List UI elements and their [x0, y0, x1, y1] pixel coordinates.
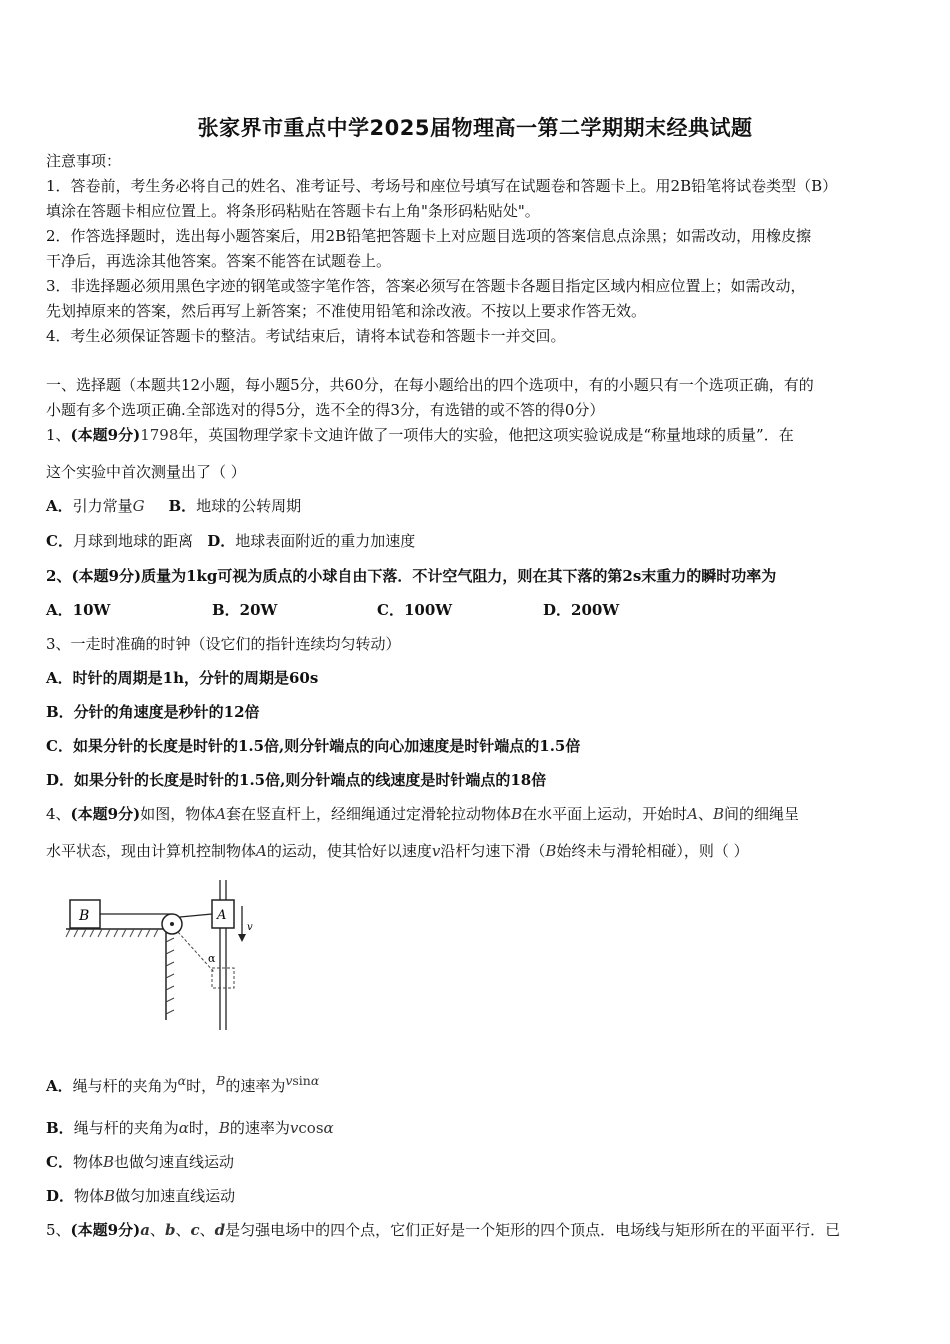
notice-line: 填涂在答题卡相应位置上。将条形码粘贴在答题卡右上角"条形码粘贴处"。 [46, 202, 540, 220]
pulley-axle [170, 922, 174, 926]
section-heading: 一、选择题（本题共12小题，每小题5分，共60分，在每小题给出的四个选项中，有的小题只有一个选项正确，有的 [46, 376, 814, 394]
notice-heading: 注意事项： [46, 152, 122, 170]
option-a[interactable]: A．10W [46, 601, 111, 619]
option-b[interactable]: B．20W [212, 601, 278, 619]
question-4-stem-cont: 水平状态，现由计算机控制物体A的运动，使其恰好以速度v沿杆匀速下滑（B始终未与滑轮相碰），则（ ） [46, 842, 749, 860]
notice-line: 2．作答选择题时，选出每小题答案后，用2B铅笔把答题卡上对应题目选项的答案信息点涂黑；如需改动，用橡皮擦 [46, 227, 812, 245]
block-a-later [212, 968, 234, 988]
question-3-stem: 3、一走时准确的时钟（设它们的指针连续均匀转动） [46, 635, 401, 653]
ground-hatch [66, 929, 158, 937]
option-c[interactable]: C．100W [377, 601, 453, 619]
option-a[interactable]: A．绳与杆的夹角为$^\alpha$时，$^B$的速率为$^{vsin\alpha}$ [46, 1073, 320, 1095]
option-b[interactable]: B．分针的角速度是秒针的12倍 [46, 703, 260, 721]
option-b[interactable]: B．地球的公转周期 [168, 497, 302, 515]
question-5-stem: 5、(本题9分)a、b、c、d是匀强电场中的四个点，它们正好是一个矩形的四个顶点．电场线与矩形所在的平面平行．已 [46, 1221, 841, 1239]
angle-alpha-label: α [208, 952, 216, 965]
question-1-stem-cont: 这个实验中首次测量出了（ ） [46, 463, 246, 481]
option-c[interactable]: C．月球到地球的距离 [46, 532, 193, 550]
notice-line: 干净后，再选涂其他答案。答案不能答在试题卷上。 [46, 252, 392, 270]
option-c[interactable]: C．物体B也做匀速直线运动 [46, 1153, 235, 1171]
block-b-label: B [79, 908, 90, 924]
notice-line: 先划掉原来的答案，然后再写上新答案；不准使用铅笔和涂改液。不按以上要求作答无效。 [46, 302, 647, 320]
page-title: 张家界市重点中学2025届物理高一第二学期期末经典试题 [197, 116, 753, 140]
notice-line: 1．答卷前，考生务必将自己的姓名、准考证号、考场号和座位号填写在试题卷和答题卡上。用2B铅笔将试卷类型（B） [46, 177, 838, 195]
option-d[interactable]: D．如果分针的长度是时针的1.5倍,则分针端点的线速度是时针端点的18倍 [46, 771, 547, 789]
option-a[interactable]: A．时针的周期是1h，分针的周期是60s [46, 669, 319, 687]
wall-hatch [166, 938, 174, 1014]
question-1-options-cd [46, 530, 916, 552]
section-heading-cont: 小题有多个选项正确.全部选对的得5分，选不全的得3分，有选错的或不答的得0分） [46, 401, 605, 419]
question-4-stem: 4、(本题9分)如图，物体A套在竖直杆上，经细绳通过定滑轮拉动物体B在水平面上运动，开始时A、B间的细绳呈 [46, 805, 800, 823]
block-a-label: A [217, 908, 227, 923]
question-1-options-ab [46, 495, 916, 517]
velocity-label: v [247, 922, 253, 933]
question-2-stem: 2、(本题9分)质量为1kg可视为质点的小球自由下落．不计空气阻力，则在其下落的第2s末重力的瞬时功率为 [46, 567, 777, 585]
option-a[interactable]: A．引力常量G [46, 497, 145, 515]
notice-line: 4．考生必须保证答题卡的整洁。考试结束后，请将本试卷和答题卡一并交回。 [46, 327, 566, 345]
option-b[interactable]: B．绳与杆的夹角为α时，B的速率为vcosα [46, 1119, 334, 1137]
notice-line: 3．非选择题必须用黑色字迹的钢笔或签字笔作答，答案必须写在答题卡各题目指定区域内相应位置上；如需改动， [46, 277, 806, 295]
velocity-arrowhead [238, 934, 246, 942]
rope-to-a [180, 914, 212, 917]
option-c[interactable]: C．如果分针的长度是时针的1.5倍,则分针端点的向心加速度是时针端点的1.5倍 [46, 737, 581, 755]
question-1-stem: 1、(本题9分)1798年，英国物理学家卡文迪许做了一项伟大的实验，他把这项实验说成是“称量地球的质量”．在 [46, 426, 794, 444]
option-d[interactable]: D．物体B做匀加速直线运动 [46, 1187, 236, 1205]
option-d[interactable]: D．地球表面附近的重力加速度 [207, 532, 416, 550]
option-d[interactable]: D．200W [543, 601, 620, 619]
pulley-diagram [44, 872, 284, 1032]
